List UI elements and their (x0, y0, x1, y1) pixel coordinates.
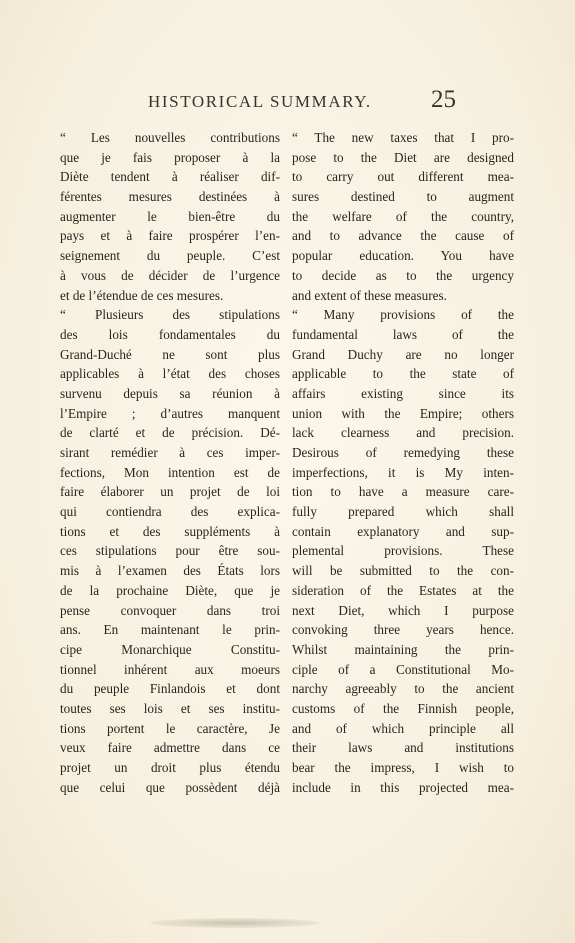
french-text-line: seignement du peuple. C’est (60, 248, 280, 264)
english-text-line: narchy agreeably to the ancient (292, 681, 514, 697)
english-text-line: applicable to the state of (292, 366, 514, 382)
french-text-line: que celui que possèdent déjà (60, 779, 280, 795)
french-text-line: fections, Mon intention est de (60, 464, 280, 480)
english-text-line: convoking three years hence. (292, 622, 514, 638)
french-text-line: ans. En maintenant le prin- (60, 622, 280, 638)
french-text-line: férentes mesures destinées à (60, 189, 280, 205)
french-text-line: cipe Monarchique Constitu- (60, 641, 280, 657)
french-text-line: “ Plusieurs des stipulations (60, 307, 280, 323)
english-text-line: Grand Duchy are no longer (292, 346, 514, 362)
english-text-line: affairs existing since its (292, 385, 514, 401)
french-text-line: faire élaborer un projet de loi (60, 484, 280, 500)
english-text-line: bear the impress, I wish to (292, 760, 514, 775)
french-text-line: augmenter le bien-être du (60, 208, 280, 224)
english-text-line: “ The new taxes that I pro- (292, 130, 514, 145)
french-text-line: “ Les nouvelles contributions (60, 130, 280, 145)
french-text-line: projet un droit plus étendu (60, 760, 280, 775)
english-text-line: tion to have a measure care- (292, 484, 514, 500)
french-text-line: pays et à faire prospérer l’en- (60, 228, 280, 244)
english-text-line: will be submitted to the con- (292, 563, 514, 579)
english-text-line: and to advance the cause of (292, 228, 514, 244)
french-text-line: applicables à l’état des choses (60, 366, 280, 382)
french-text-line: à vous de décider de l’urgence (60, 267, 280, 283)
french-text-line: Diète tendent à réaliser dif- (60, 169, 280, 185)
english-text-line: to carry out different mea- (292, 169, 514, 185)
running-header: HISTORICAL SUMMARY. (148, 92, 372, 111)
french-text-line: de clarté et de précision. Dé- (60, 425, 280, 441)
english-text-line: sideration of the Estates at the (292, 582, 514, 598)
page-stain (150, 918, 320, 928)
french-text-column (60, 128, 280, 797)
english-text-line: Desirous of remedying these (292, 445, 514, 460)
french-text-line: veux faire admettre dans ce (60, 740, 280, 756)
english-text-line: plemental provisions. These (292, 543, 514, 559)
page-number: 25 (431, 86, 456, 113)
french-text-line: survenu depuis sa réunion à (60, 385, 280, 401)
french-text-line: et de l’étendue de ces mesures. (60, 287, 224, 303)
french-text-line: sirant remédier à ces imper- (60, 445, 280, 460)
french-text-line: toutes ses lois et ses institu- (60, 700, 280, 716)
french-text-line: tions portent le caractère, Je (60, 720, 280, 736)
english-text-line: the welfare of the country, (292, 208, 514, 224)
english-text-line: to decide as to the urgency (292, 267, 514, 283)
english-text-line: include in this projected mea- (292, 779, 514, 795)
english-text-line: fundamental laws of the (292, 326, 514, 342)
english-text-line: sures destined to augment (292, 189, 514, 205)
french-text-line: tions et des suppléments à (60, 523, 280, 539)
english-text-line: pose to the Diet are designed (292, 149, 514, 165)
english-text-line: union with the Empire; others (292, 405, 514, 421)
english-text-line: popular education. You have (292, 248, 514, 264)
french-text-line: du peuple Finlandois et dont (60, 681, 280, 697)
english-text-line: ciple of a Constitutional Mo- (292, 661, 514, 677)
english-text-line: “ Many provisions of the (292, 307, 514, 323)
french-text-line: mis à l’examen des États lors (60, 563, 280, 579)
french-text-line: de la prochaine Diète, que je (60, 582, 280, 598)
english-text-line: their laws and institutions (292, 740, 514, 756)
english-text-line: and of which principle all (292, 720, 514, 736)
french-text-line: l’Empire ; d’autres manquent (60, 405, 280, 421)
english-text-line: customs of the Finnish people, (292, 700, 514, 716)
french-text-line: que je fais proposer à la (60, 149, 280, 165)
french-text-line: qui contiendra des explica- (60, 504, 280, 520)
french-text-line: tionnel inhérent aux moeurs (60, 661, 280, 677)
english-text-column (292, 128, 514, 797)
english-text-line: fully prepared which shall (292, 504, 514, 520)
french-text-line: des lois fondamentales du (60, 326, 280, 342)
english-text-line: imperfections, it is My inten- (292, 464, 514, 480)
english-text-line: Whilst maintaining the prin- (292, 641, 514, 657)
english-text-line: and extent of these measures. (292, 287, 447, 303)
english-text-line: next Diet, which I purpose (292, 602, 514, 618)
english-text-line: lack clearness and precision. (292, 425, 514, 441)
french-text-line: ces stipulations pour être sou- (60, 543, 280, 559)
english-text-line: contain explanatory and sup- (292, 523, 514, 539)
french-text-line: Grand-Duché ne sont plus (60, 346, 280, 362)
french-text-line: pense convoquer dans troi (60, 602, 280, 618)
